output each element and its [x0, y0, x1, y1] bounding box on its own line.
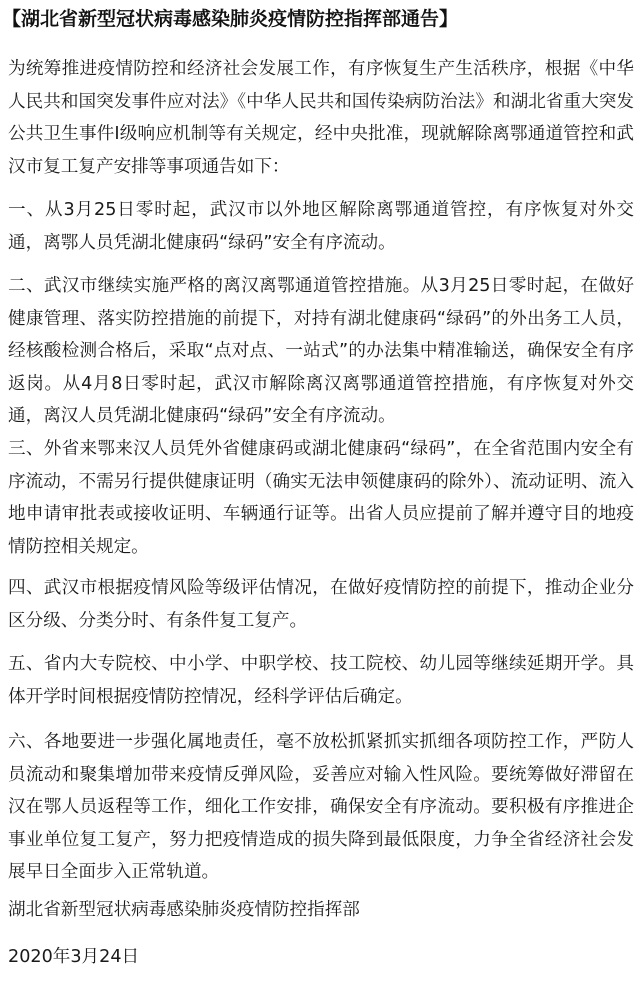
item-5-paragraph: 五、省内大专院校、中小学、中职学校、技工院校、幼儿园等继续延期开学。具体开学时间根据疫情防控情况，经科学评估后确定。 [8, 654, 634, 707]
issuer-signature: 湖北省新型冠状病毒感染肺炎疫情防控指挥部 [8, 900, 360, 920]
item-6-paragraph: 六、各地要进一步强化属地责任，毫不放松抓紧抓实抓细各项防控工作，严防人员流动和聚集增加带来疫情反弹风险，妥善应对输入性风险。要统筹做好滞留在汉在鄂人员返程等工作，细化工作安排，确保安全有序流动。要积极有序推进企事业单位复工复产，努力把疫情造成的损失降到最低限度，力争全省经济社会发展早日全面步入正常轨道。 [8, 732, 634, 882]
item-1-paragraph: 一、从3月25日零时起，武汉市以外地区解除离鄂通道管控，有序恢复对外交通，离鄂人员凭湖北健康码“绿码”安全有序流动。 [8, 200, 634, 253]
item-2-paragraph: 二、武汉市继续实施严格的离汉离鄂通道管控措施。从3月25日零时起，在做好健康管理、落实防控措施的前提下，对持有湖北健康码“绿码”的外出务工人员，经核酸检测合格后，采取“点对点、一站式”的办法集中精准输送，确保安全有序返岗。从4月8日零时起，武汉市解除离汉离鄂通道管控措施，有序恢复对外交通，离汉人员凭湖北健康码“绿码”安全有序流动。 [8, 276, 634, 426]
intro-paragraph: 为统筹推进疫情防控和经济社会发展工作，有序恢复生产生活秩序，根据《中华人民共和国突发事件应对法》《中华人民共和国传染病防治法》和湖北省重大突发公共卫生事件Ⅰ级响应机制等有关规定，经中央批准，现就解除离鄂通道管控和武汉市复工复产安排等事项通告如下： [8, 59, 634, 177]
notice-title: 【湖北省新型冠状病毒感染肺炎疫情防控指挥部通告】 [2, 8, 459, 30]
item-3-paragraph: 三、外省来鄂来汉人员凭外省健康码或湖北健康码“绿码”，在全省范围内安全有序流动，不需另行提供健康证明（确实无法申领健康码的除外）、流动证明、流入地申请审批表或接收证明、车辆通行证等。出省人员应提前了解并遵守目的地疫情防控相关规定。 [8, 439, 634, 557]
issue-date: 2020年3月24日 [8, 947, 140, 967]
item-4-paragraph: 四、武汉市根据疫情风险等级评估情况，在做好疫情防控的前提下，推动企业分区分级、分类分时、有条件复工复产。 [8, 578, 634, 631]
